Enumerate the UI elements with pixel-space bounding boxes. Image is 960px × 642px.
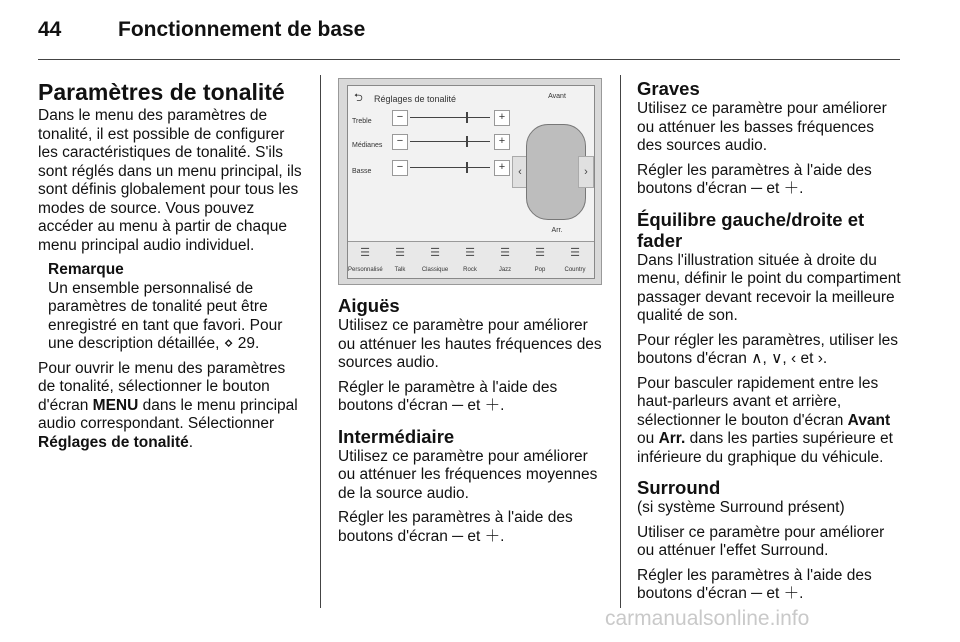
header-rule — [38, 59, 900, 60]
note-title: Remarque — [48, 261, 124, 278]
mid-row — [352, 134, 512, 150]
surround-paragraph-1: Utiliser ce paramètre pour améliorer ou atténuer l'effet Surround. — [637, 523, 885, 559]
treble-paragraph-1: Utilisez ce paramètre pour améliorer ou atténuer les hautes fréquences des sources audio. — [338, 317, 602, 371]
front-button-ref: Avant — [847, 411, 891, 429]
treble-paragraph-2: Régler le paramètre à l'aide des boutons d'écran ─ et ＋. — [338, 378, 558, 414]
preset-rock: ☰ Rock — [453, 245, 487, 280]
balance-paragraph-2: Pour régler les paramètres, utiliser les boutons d'écran ∧, ∨, ‹ et ›. — [637, 331, 899, 367]
slider-knob — [466, 136, 468, 147]
heading-balance: Équilibre gauche/droite et fader — [637, 208, 865, 251]
section-title: Paramètres de tonalité — [38, 79, 285, 105]
instructions-paragraph: Pour ouvrir le menu des paramètres de tonalité, sélectionner le bouton d'écran MENU dans le menu principal audio correspondant. Sélectionner Réglages de tonalité. — [38, 359, 298, 451]
treble-label: Treble — [352, 118, 372, 125]
bass-paragraph-2: Régler les paramètres à l'aide des boutons d'écran ─ et ＋. — [637, 161, 872, 197]
heading-mid: Intermédiaire — [338, 425, 455, 447]
column-3 — [637, 70, 903, 610]
heading-surround: Surround — [637, 477, 721, 498]
slider-track — [410, 117, 490, 118]
preset-custom: ☰ Personnalisé — [348, 247, 383, 273]
tone-settings-ref: Réglages de tonalité — [38, 433, 189, 451]
slider-track — [410, 167, 490, 168]
column-2 — [338, 70, 604, 552]
balance-paragraph-3: Pour basculer rapidement entre les haut-parleurs avant et arrière, sélectionner le bouton d'écran Avant ou Arr. dans les parties supérieure et inférieure du graphique du véhicule. — [637, 374, 893, 466]
menu-button-ref: MENU — [92, 396, 139, 414]
note-text: Un ensemble personnalisé de paramètres de tonalité peut être enregistré en tant que favori. Pour une description détaillée, ⋄ 29. — [48, 279, 283, 352]
screen-title: Réglages de tonalité — [374, 94, 457, 104]
mid-paragraph-2: Régler les paramètres à l'aide des boutons d'écran ─ et ＋. — [338, 509, 573, 545]
rear-button-ref: Arr. — [658, 430, 686, 447]
minus-icon: − — [392, 160, 408, 176]
preset-pop: ☰ Pop — [523, 245, 557, 280]
car-icon — [526, 124, 586, 220]
column-divider — [620, 75, 621, 608]
equalizer-icon: ☰ — [395, 247, 405, 259]
equalizer-icon: ☰ — [360, 247, 370, 259]
plus-icon: + — [494, 134, 510, 150]
heading-treble: Aiguës — [338, 295, 400, 316]
plus-icon: + — [494, 110, 510, 126]
minus-icon: − — [392, 134, 408, 150]
plus-icon: + — [494, 160, 510, 176]
preset-talk: ☰ Talk — [383, 245, 417, 280]
column-divider — [320, 75, 321, 608]
page-header — [38, 18, 923, 48]
preset-jazz: ☰ Jazz — [488, 245, 522, 280]
front-label: Avant — [548, 93, 566, 100]
equalizer-icon: ☰ — [430, 247, 440, 259]
right-arrow-icon: › — [578, 156, 594, 188]
page-number: 44 — [38, 18, 62, 41]
intro-paragraph: Dans le menu des paramètres de tonalité, il est possible de configurer les caractéristiques de tonalité. S'ils sont réglés dans un menu principal, ils sont définis globalement pour tous les modes de source. Vous pouvez accéder au menu à partir de chaque menu principal audio individuel. — [38, 107, 302, 254]
tone-settings-screenshot — [338, 78, 602, 285]
equalizer-icon: ☰ — [500, 247, 510, 259]
preset-country: ☰ Country — [558, 245, 592, 280]
equalizer-icon: ☰ — [465, 247, 475, 259]
surround-paragraph-2: Régler les paramètres à l'aide des boutons d'écran ─ et ＋. — [637, 566, 872, 602]
equalizer-icon: ☰ — [570, 247, 580, 259]
page-ref-link[interactable]: ⋄ 29. — [223, 335, 260, 352]
treble-row — [352, 110, 512, 126]
mid-label: Médianes — [352, 142, 383, 149]
bass-paragraph-1: Utilisez ce paramètre pour améliorer ou atténuer les basses fréquences des sources audio. — [637, 100, 887, 154]
heading-bass: Graves — [637, 78, 700, 99]
left-arrow-icon: ‹ — [512, 156, 528, 188]
slider-track — [410, 141, 490, 142]
column-1 — [38, 70, 304, 458]
equalizer-icon: ☰ — [535, 247, 545, 259]
slider-knob — [466, 112, 468, 123]
note-block — [38, 261, 304, 354]
minus-icon: − — [392, 110, 408, 126]
slider-knob — [466, 162, 468, 173]
bass-label: Basse — [352, 168, 372, 175]
chapter-title: Fonctionnement de base — [118, 18, 366, 41]
mid-paragraph-1: Utilisez ce paramètre pour améliorer ou atténuer les fréquences moyennes de la source audio. — [338, 447, 598, 502]
watermark: carmanualsonline.info — [605, 607, 810, 630]
bass-row — [352, 160, 512, 176]
rear-label: Arr. — [551, 227, 563, 234]
back-icon: ⮌ — [354, 92, 363, 104]
preset-classic: ☰ Classique — [418, 245, 452, 280]
infotainment-screen — [347, 85, 595, 279]
preset-bar — [348, 241, 594, 278]
balance-paragraph-1: Dans l'illustration située à droite du menu, définir le point du compartiment passager devant recevoir la meilleure qualité de son. — [637, 251, 901, 324]
surround-subtitle: (si système Surround présent) — [637, 499, 845, 516]
